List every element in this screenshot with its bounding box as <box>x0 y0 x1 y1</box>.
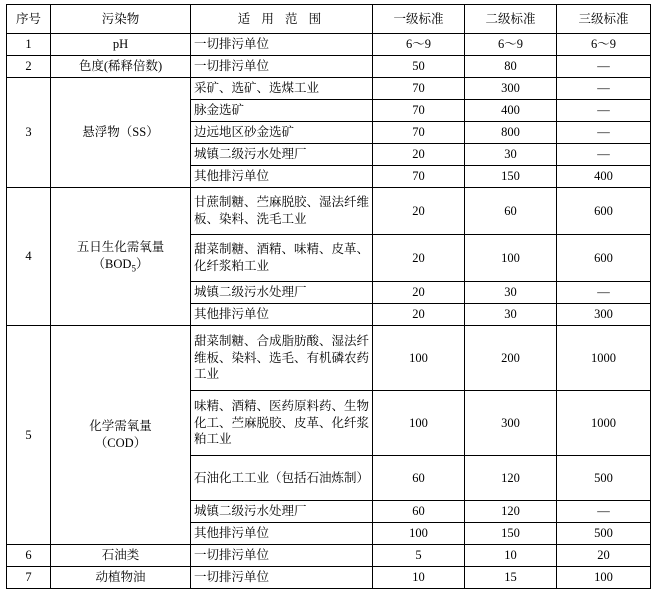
row-level3: — <box>557 78 651 100</box>
row-pollutant: pH <box>51 34 191 56</box>
row-level1: 5 <box>373 545 465 567</box>
row-level2: 6～9 <box>465 34 557 56</box>
row-scope: 边远地区砂金选矿 <box>191 122 373 144</box>
row-level2: 200 <box>465 326 557 391</box>
row-level1: 6～9 <box>373 34 465 56</box>
table-row <box>7 78 651 100</box>
table-row <box>7 188 651 235</box>
table-row <box>7 567 651 589</box>
row-no: 2 <box>7 56 51 78</box>
header-level3: 三级标准 <box>557 5 651 34</box>
row-level2: 30 <box>465 282 557 304</box>
table-row <box>7 326 651 391</box>
discharge-standard-table <box>6 4 651 589</box>
row-level1: 20 <box>373 144 465 166</box>
row-pollutant <box>51 188 191 326</box>
row-level3: 20 <box>557 545 651 567</box>
row-level3: — <box>557 144 651 166</box>
row-level1: 70 <box>373 122 465 144</box>
row-level1: 50 <box>373 56 465 78</box>
row-level2: 15 <box>465 567 557 589</box>
row-level3: 100 <box>557 567 651 589</box>
row-level3: 1000 <box>557 326 651 391</box>
row-level3: — <box>557 122 651 144</box>
header-scope: 适 用 范 围 <box>191 5 373 34</box>
row-scope: 其他排污单位 <box>191 304 373 326</box>
row-scope: 脉金选矿 <box>191 100 373 122</box>
row-scope: 其他排污单位 <box>191 166 373 188</box>
row-pollutant: 色度(稀释倍数) <box>51 56 191 78</box>
row-scope: 一切排污单位 <box>191 56 373 78</box>
row-level2: 400 <box>465 100 557 122</box>
row-level2: 150 <box>465 523 557 545</box>
row-level3: 500 <box>557 456 651 501</box>
row-level1: 100 <box>373 523 465 545</box>
row-level3: — <box>557 282 651 304</box>
row-level2: 300 <box>465 78 557 100</box>
row-level3: 300 <box>557 304 651 326</box>
row-no: 3 <box>7 78 51 188</box>
row-level2: 800 <box>465 122 557 144</box>
row-level3: — <box>557 56 651 78</box>
row-scope: 采矿、选矿、选煤工业 <box>191 78 373 100</box>
row-level2: 300 <box>465 391 557 456</box>
document-page <box>0 4 656 585</box>
row-level1: 10 <box>373 567 465 589</box>
row-level2: 120 <box>465 501 557 523</box>
row-pollutant <box>51 326 191 545</box>
row-level1: 60 <box>373 501 465 523</box>
row-scope: 一切排污单位 <box>191 567 373 589</box>
row-no: 7 <box>7 567 51 589</box>
header-pollutant: 污染物 <box>51 5 191 34</box>
table-header-row <box>7 5 651 34</box>
row-level3: 6～9 <box>557 34 651 56</box>
row-level2: 80 <box>465 56 557 78</box>
row-pollutant: 动植物油 <box>51 567 191 589</box>
row-no: 5 <box>7 326 51 545</box>
row-scope: 甘蔗制糖、苎麻脱胶、湿法纤维板、染料、洗毛工业 <box>191 188 373 235</box>
row-scope: 甜菜制糖、酒精、味精、皮革、化纤浆粕工业 <box>191 235 373 282</box>
row-level3: 600 <box>557 188 651 235</box>
row-pollutant: 石油类 <box>51 545 191 567</box>
row-scope: 其他排污单位 <box>191 523 373 545</box>
row-scope: 石油化工工业（包括石油炼制） <box>191 456 373 501</box>
row-level3: 500 <box>557 523 651 545</box>
row-scope: 城镇二级污水处理厂 <box>191 501 373 523</box>
bod-label-line2: $(BOD_5)$ <box>92 256 149 274</box>
row-level1: 60 <box>373 456 465 501</box>
row-level1: 20 <box>373 282 465 304</box>
row-level2: 60 <box>465 188 557 235</box>
header-level2: 二级标准 <box>465 5 557 34</box>
table-row <box>7 56 651 78</box>
header-level1: 一级标准 <box>373 5 465 34</box>
row-level3: 1000 <box>557 391 651 456</box>
row-scope: 一切排污单位 <box>191 34 373 56</box>
row-level2: 30 <box>465 304 557 326</box>
row-scope: 城镇二级污水处理厂 <box>191 282 373 304</box>
row-level2: 150 <box>465 166 557 188</box>
row-pollutant: 悬浮物（SS） <box>51 78 191 188</box>
table-row <box>7 545 651 567</box>
row-no: 1 <box>7 34 51 56</box>
row-level2: 100 <box>465 235 557 282</box>
header-no: 序号 <box>7 5 51 34</box>
row-scope: 甜菜制糖、合成脂肪酸、湿法纤维板、染料、选毛、有机磷农药工业 <box>191 326 373 391</box>
row-scope: 味精、酒精、医药原料药、生物化工、苎麻脱胶、皮革、化纤浆粕工业 <box>191 391 373 456</box>
row-level1: 70 <box>373 100 465 122</box>
row-level1: 20 <box>373 188 465 235</box>
row-scope: 城镇二级污水处理厂 <box>191 144 373 166</box>
row-level1: 70 <box>373 166 465 188</box>
row-level3: — <box>557 501 651 523</box>
row-level3: 600 <box>557 235 651 282</box>
row-level1: 20 <box>373 304 465 326</box>
row-no: 6 <box>7 545 51 567</box>
row-level1: 100 <box>373 326 465 391</box>
bod-label-line1: 五日生化需氧量 <box>76 239 165 254</box>
row-level2: 30 <box>465 144 557 166</box>
table-row <box>7 34 651 56</box>
row-level3: — <box>557 100 651 122</box>
row-no: 4 <box>7 188 51 326</box>
row-level2: 120 <box>465 456 557 501</box>
row-level1: 70 <box>373 78 465 100</box>
row-level3: 400 <box>557 166 651 188</box>
row-scope: 一切排污单位 <box>191 545 373 567</box>
row-level2: 10 <box>465 545 557 567</box>
row-level1: 100 <box>373 391 465 456</box>
cod-label-line2: （COD） <box>94 436 147 450</box>
row-level1: 20 <box>373 235 465 282</box>
cod-label-line1: 化学需氧量 <box>89 419 152 434</box>
